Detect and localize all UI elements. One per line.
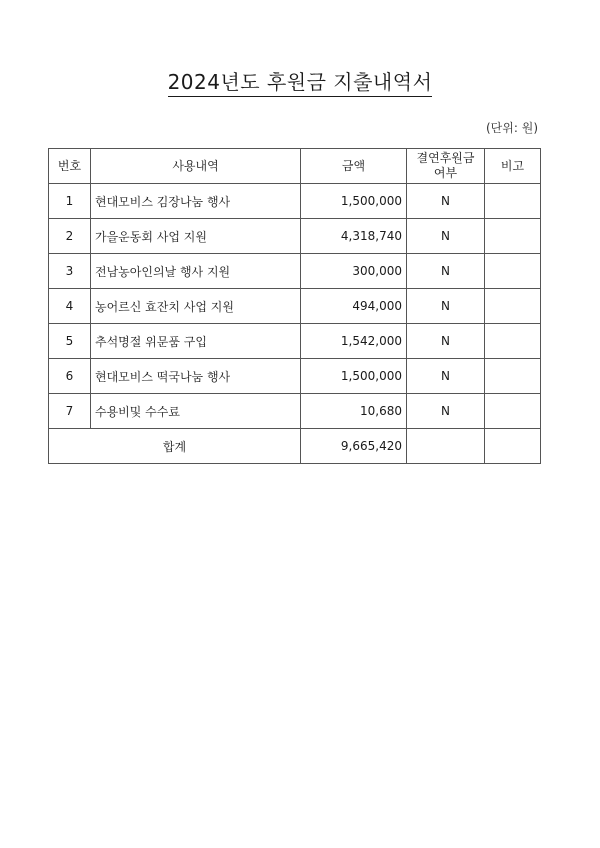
row-flag: N: [407, 219, 485, 254]
row-no: 7: [49, 394, 91, 429]
row-note: [485, 359, 541, 394]
header-no: 번호: [49, 149, 91, 184]
row-flag: N: [407, 289, 485, 324]
header-description: 사용내역: [91, 149, 301, 184]
row-description: 추석명절 위문품 구입: [91, 324, 301, 359]
row-flag: N: [407, 324, 485, 359]
row-description: 가을운동회 사업 지원: [91, 219, 301, 254]
row-flag: N: [407, 394, 485, 429]
row-description: 현대모비스 떡국나눔 행사: [91, 359, 301, 394]
row-no: 3: [49, 254, 91, 289]
row-description: 농어르신 효잔치 사업 지원: [91, 289, 301, 324]
row-note: [485, 289, 541, 324]
row-no: 1: [49, 184, 91, 219]
unit-note: (단위: 원): [486, 121, 538, 135]
table-row: [49, 219, 541, 254]
document-title: [0, 66, 600, 95]
row-amount: 300,000: [301, 254, 407, 289]
row-amount: 1,542,000: [301, 324, 407, 359]
total-label: 합계: [49, 429, 301, 464]
row-note: [485, 219, 541, 254]
row-flag: N: [407, 254, 485, 289]
row-amount: 10,680: [301, 394, 407, 429]
row-amount: 4,318,740: [301, 219, 407, 254]
table-row: [49, 289, 541, 324]
row-no: 4: [49, 289, 91, 324]
row-flag: N: [407, 184, 485, 219]
row-note: [485, 254, 541, 289]
table-row: [49, 394, 541, 429]
row-no: 5: [49, 324, 91, 359]
total-note: [485, 429, 541, 464]
row-amount: 494,000: [301, 289, 407, 324]
expenditure-table: [48, 148, 541, 464]
header-note: 비고: [485, 149, 541, 184]
header-related-line1: 결연후원금: [416, 151, 475, 165]
row-no: 6: [49, 359, 91, 394]
row-note: [485, 184, 541, 219]
row-no: 2: [49, 219, 91, 254]
header-related: [407, 149, 485, 184]
document-title-text: 2024년도 후원금 지출내역서: [168, 70, 433, 97]
table-row: [49, 359, 541, 394]
row-note: [485, 394, 541, 429]
table-row: [49, 184, 541, 219]
header-amount: 금액: [301, 149, 407, 184]
table-row: [49, 254, 541, 289]
row-note: [485, 324, 541, 359]
row-amount: 1,500,000: [301, 184, 407, 219]
row-description: 수용비및 수수료: [91, 394, 301, 429]
table-row: [49, 324, 541, 359]
total-flag: [407, 429, 485, 464]
row-description: 전남농아인의날 행사 지원: [91, 254, 301, 289]
header-related-line2: 여부: [433, 166, 458, 180]
table-header-row: [49, 149, 541, 184]
row-description: 현대모비스 김장나눔 행사: [91, 184, 301, 219]
total-amount: 9,665,420: [301, 429, 407, 464]
row-amount: 1,500,000: [301, 359, 407, 394]
row-flag: N: [407, 359, 485, 394]
total-row: [49, 429, 541, 464]
